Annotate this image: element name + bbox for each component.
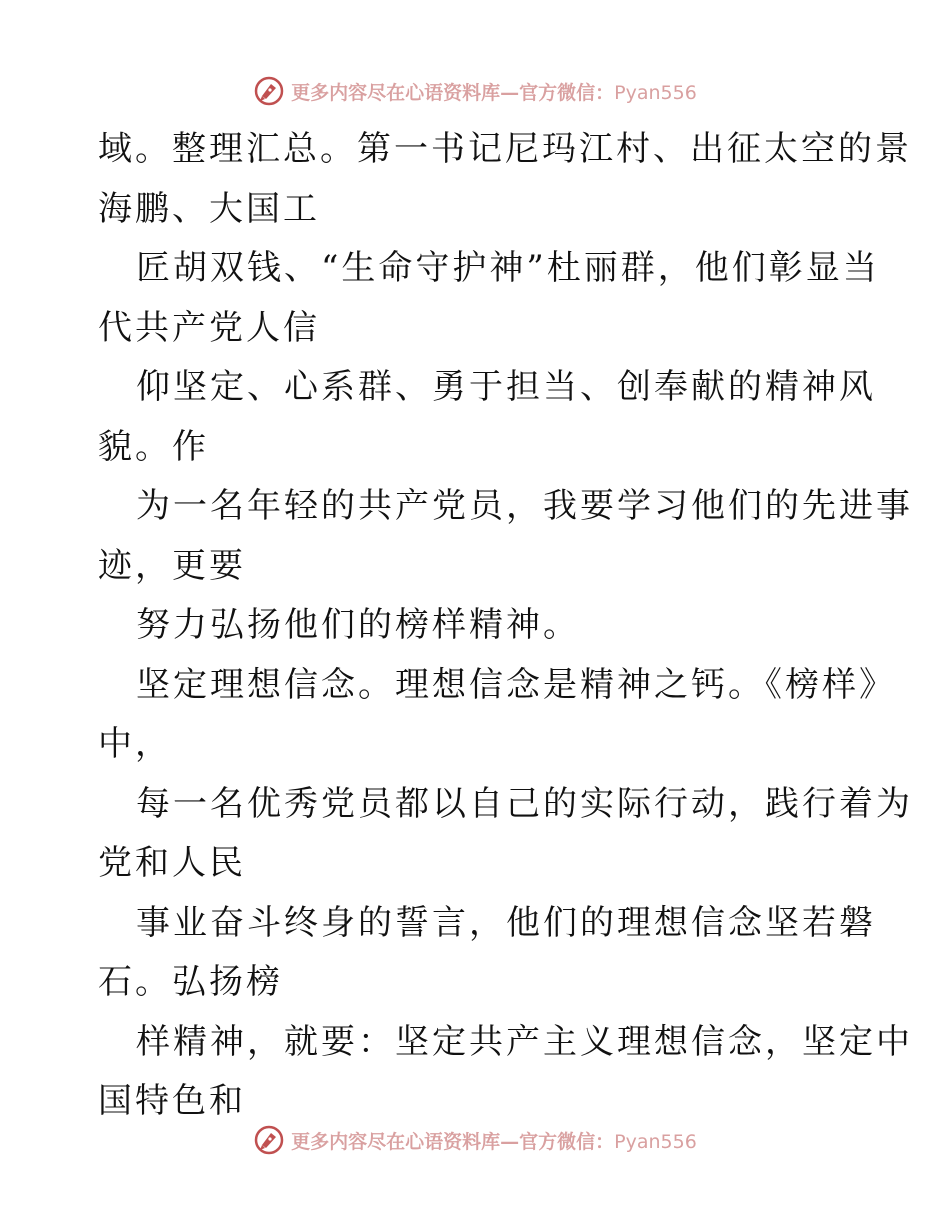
text-line: 代共产党人信 <box>98 307 320 348</box>
text-line: 海鹏、大国工 <box>98 188 320 229</box>
pen-nib-seal-icon <box>253 1124 285 1156</box>
text-line: 坚定理想信念。理想信念是精神之钙。《榜样》 <box>136 664 896 705</box>
watermark-text: 更多内容尽在心语资料库—官方微信：Pyan556 <box>291 81 697 104</box>
watermark-text: 更多内容尽在心语资料库—官方微信：Pyan556 <box>291 1130 697 1153</box>
text-line: 迹，更要 <box>98 545 246 586</box>
footer-watermark <box>0 1120 950 1160</box>
text-line: 每一名优秀党员都以自己的实际行动，践行着为 <box>136 783 913 824</box>
text-line: 为一名年轻的共产党员，我要学习他们的先进事 <box>136 486 913 526</box>
text-line: 国特色和 <box>98 1081 246 1121</box>
text-line: 努力弘扬他们的榜样精神。 <box>136 605 580 645</box>
text-line: 域。整理汇总。第一书记尼玛江村、出征太空的景 <box>98 129 912 169</box>
document-body <box>98 120 913 1132</box>
header-watermark <box>0 71 950 111</box>
text-line: 中， <box>98 724 172 764</box>
text-line: 样精神，就要：坚定共产主义理想信念，坚定中 <box>136 1021 913 1062</box>
text-line: 仰坚定、心系群、勇于担当、创奉献的精神风 <box>136 367 876 407</box>
pen-nib-seal-icon <box>253 75 285 107</box>
text-line: 貌。作 <box>98 426 209 467</box>
text-line: 事业奋斗终身的誓言，他们的理想信念坚若磐 <box>136 902 876 943</box>
watermark-wechat-id: Pyan556 <box>614 81 697 104</box>
text-line: 匠胡双钱、“生命守护神”杜丽群，他们彰显当 <box>136 248 880 288</box>
watermark-wechat-id: Pyan556 <box>614 1130 697 1153</box>
text-line: 党和人民 <box>98 843 246 883</box>
text-line: 石。弘扬榜 <box>98 962 283 1002</box>
